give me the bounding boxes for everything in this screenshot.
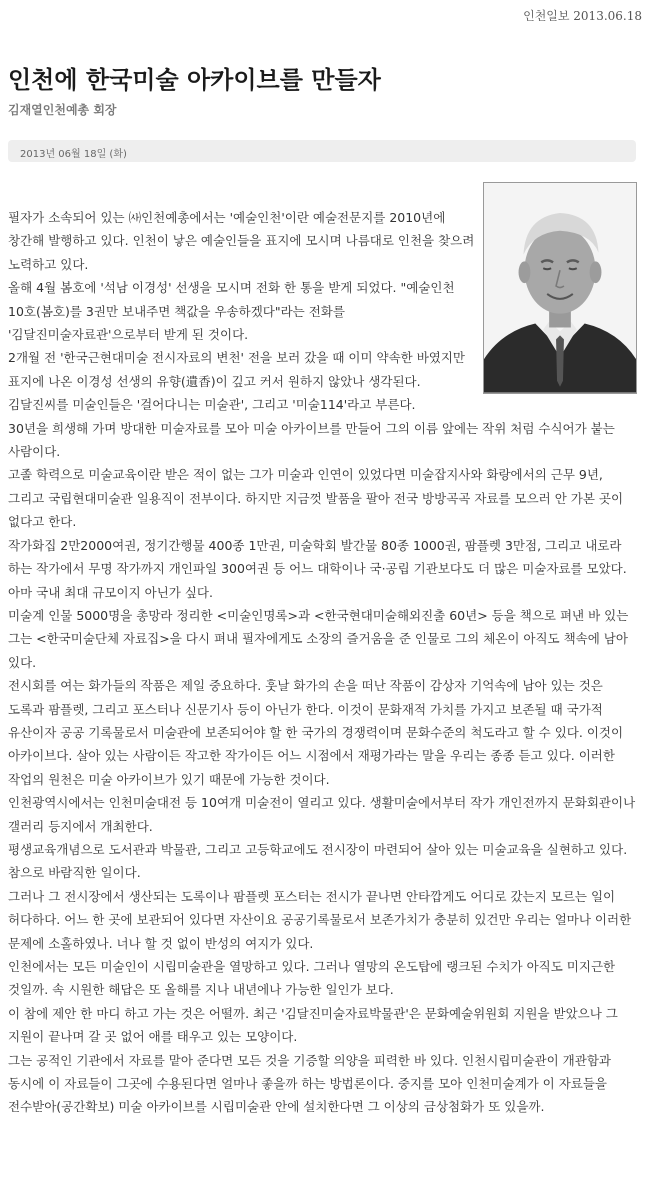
article-body <box>8 206 640 1119</box>
paragraph: 작가화집 2만2000여권, 정기간행물 400종 1만권, 미술학회 발간물 80종 1000권, 팜플렛 3만점, 그리고 내로라 하는 작가에서 무명 작가까지 개인파일 300여권 등 어느 대학이나 국·공립 기관보다도 더 많은 미술자료를 모았다. 아마 국내 최대 규모이지 아닌가 싶다. <box>8 537 627 600</box>
publish-date: 2013년 06월 18일 (화) <box>20 149 127 160</box>
paragraph: 평생교육개념으로 도서관과 박물관, 그리고 고등학교에도 전시장이 마련되어 살아 있는 미술교육을 실현하고 있다. 참으로 바람직한 일이다. <box>8 841 628 881</box>
paragraph: 그는 공적인 기관에서 자료를 맡아 준다면 모든 것을 기증할 의양을 피력한 바 있다. 인천시립미술관이 개관함과 동시에 이 자료들이 그곳에 수용된다면 얼마나 좋을까 하는 방법론이다. 중지를 모아 인천미술계가 이 자료들을 전수받아(공간확보) 미술 아카이브를 시립미술관 안에 설치한다면 그 이상의 금상첨화가 또 있을까. <box>8 1052 611 1115</box>
paragraph: 인천에서는 모든 미술인이 시립미술관을 열망하고 있다. 그러나 열망의 온도탑에 랭크된 수치가 아직도 미지근한 것일까. 속 시원한 해답은 또 올해를 지나 내년에나 가능한 일인가 보다. <box>8 959 616 998</box>
paragraph: 필자가 소속되어 있는 ㈔인천예총에서는 '예술인천'이란 예술전문지를 2010년에 창간해 발행하고 있다. 인천이 낳은 예술인들을 표지에 모시며 나름대로 인천을 찾으려 노력하고 있다. <box>8 210 475 272</box>
paragraph: 인천광역시에서는 인천미술대전 등 10여개 미술전이 열리고 있다. 생활미술에서부터 작가 개인전까지 문화회관이나 갤러리 등지에서 개최한다. <box>8 795 636 834</box>
article-title: 인천에 한국미술 아카이브를 만들자 <box>8 66 381 94</box>
paragraph: 올해 4월 봄호에 '석남 이경성' 선생을 모시며 전화 한 통을 받게 되었다. "예술인천 10호(봄호)를 3권만 보내주면 책값을 우송하겠다"라는 전화를 '김달진미술자료관'으로부터 받게 된 것이다. <box>8 280 455 343</box>
paragraph: 그러나 그 전시장에서 생산되는 도록이나 팜플렛 포스터는 전시가 끝나면 안타깝게도 어디로 갔는지 모르는 일이 허다하다. 어느 한 곳에 보관되어 있다면 자산이요 공공기록물로서 보존가치가 충분히 있건만 우리는 얼마나 이러한 문제에 소홀하였나. 너나 할 것 없이 반성의 여지가 있다. <box>8 888 632 951</box>
paragraph: 전시회를 여는 화가들의 작품은 제일 중요하다. 훗날 화가의 손을 떠난 작품이 감상자 기억속에 남아 있는 것은 도록과 팜플렛, 그리고 포스터나 신문기사 등이 아닌가 한다. 이것이 문화재적 가치를 가지고 보존될 때 국가적 유산이자 공공 기록물로서 미술관에 보존되어야 할 한 국가의 경쟁력이며 문화수준의 척도라고 할 수 있다. 이것이 아카이브다. 살아 있는 사람이든 작고한 작가이든 어느 시점에서 재평가라는 말을 우리는 종종 듣고 있다. 이러한 작업의 원천은 미술 아카이브가 있기 때문에 가능한 것이다. <box>8 678 624 787</box>
paragraph: 고졸 학력으로 미술교육이란 받은 적이 없는 그가 미술과 인연이 있었다면 미술잡지사와 화랑에서의 근무 9년, 그리고 국립현대미술관 일용직이 전부이다. 하지만 지금껏 발품을 팔아 전국 방방곡곡 자료를 모으러 안 가본 곳이 없다고 한다. <box>8 467 624 530</box>
photo-wrap-space <box>478 206 640 396</box>
paragraph: 미술계 인물 5000명을 총망라 정리한 <미술인명록>과 <한국현대미술해외진출 60년> 등을 책으로 펴낸 바 있는 그는 <한국미술단체 자료집>을 다시 펴내 필자에게도 소장의 즐거움을 준 인물로 그의 체온이 아직도 책속에 남아 있다. <box>8 607 629 670</box>
newspaper-source-date: 인천일보 2013.06.18 <box>523 9 642 23</box>
date-bar <box>8 140 636 162</box>
paragraph: 김달진씨를 미술인들은 '걸어다니는 미술관', 그리고 '미술114'라고 부른다. <box>8 397 416 413</box>
article-byline: 김재열인천예총 회장 <box>8 103 117 117</box>
paragraph: 30년을 희생해 가며 방대한 미술자료를 모아 미술 아카이브를 만들어 그의 이름 앞에는 작위 처럼 수식어가 붙는 사람이다. <box>8 420 615 460</box>
paragraph: 이 참에 제안 한 마디 하고 가는 것은 어떨까. 최근 '김달진미술자료박물관'은 문화예술위원회 지원을 받았으나 그 지원이 끝나며 갈 곳 없어 애를 태우고 있는 모양이다. <box>8 1005 618 1045</box>
paragraph: 2개월 전 '한국근현대미술 전시자료의 변천' 전을 보러 갔을 때 이미 약속한 바였지만 표지에 나온 이경성 선생의 유향(遺香)이 깊고 커서 원하지 않았나 생각된다. <box>8 350 466 389</box>
